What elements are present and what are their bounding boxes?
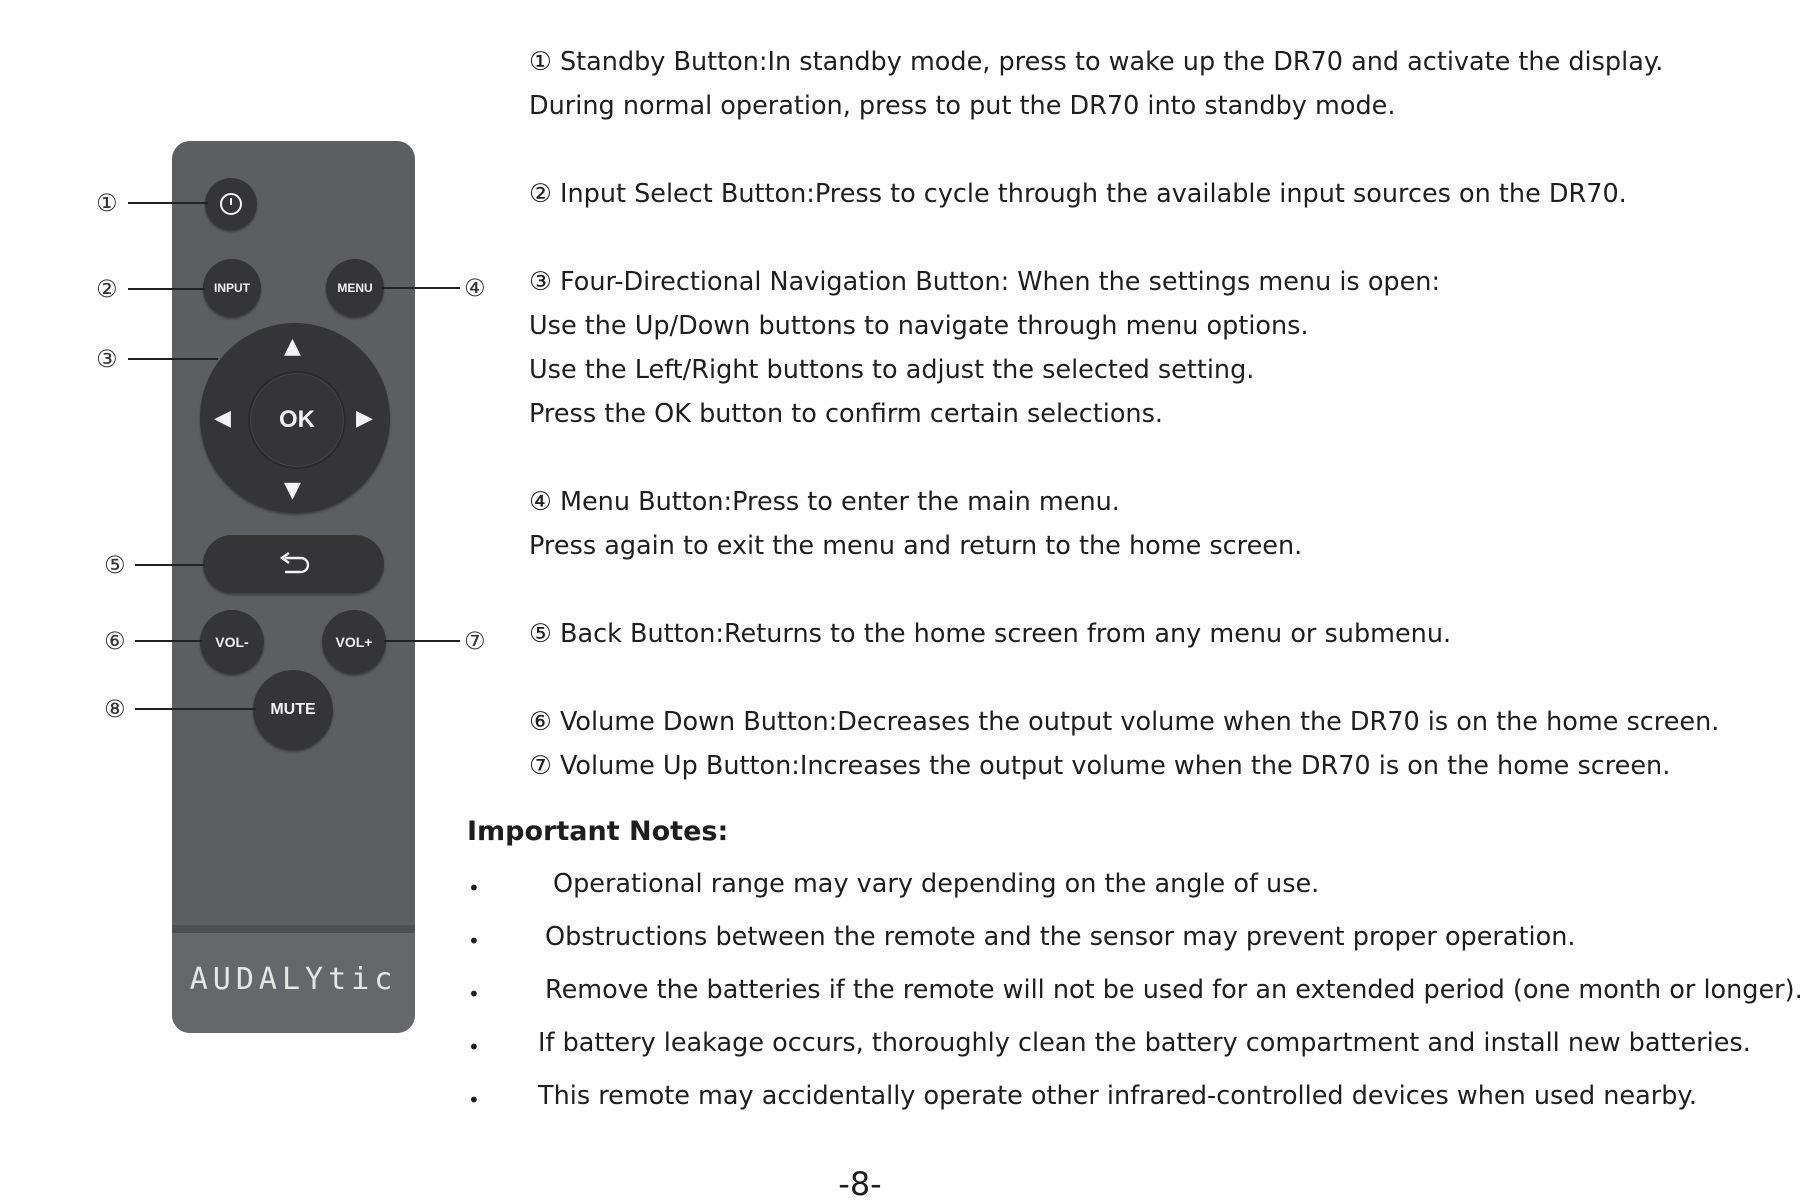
bullet-icon: • [468, 1035, 480, 1059]
ok-button: OK [248, 371, 346, 469]
description-standby [529, 40, 1663, 128]
standby-button [205, 178, 257, 230]
description-navigation [529, 260, 1440, 436]
callout-number-1: ① [96, 189, 118, 217]
callout-line-7 [384, 640, 460, 642]
description-menu [529, 480, 1302, 568]
description-back [529, 612, 1451, 656]
callout-number-6: ⑥ [104, 627, 126, 655]
bullet-icon: • [468, 929, 480, 953]
description-line: Use the Left/Right buttons to adjust the selected setting. [529, 355, 1255, 385]
callout-line-1 [128, 202, 208, 204]
description-line: ① Standby Button:In standby mode, press to wake up the DR70 and activate the display. [529, 47, 1664, 77]
page-number: -8- [838, 1165, 882, 1203]
description-line: ② Input Select Button:Press to cycle through the available input sources on the DR70. [529, 179, 1627, 209]
up-arrow-icon: ▲ [284, 334, 301, 359]
callout-line-5 [135, 564, 205, 566]
bullet-icon: • [468, 876, 480, 900]
vol-up-button: VOL+ [322, 610, 386, 674]
description-line: ③ Four-Directional Navigation Button: When the settings menu is open: [529, 267, 1441, 297]
description-input [529, 172, 1627, 216]
left-arrow-icon: ◀ [214, 406, 231, 431]
notes-heading: Important Notes: [467, 816, 729, 847]
vol-down-button: VOL- [200, 610, 264, 674]
callout-line-4 [382, 287, 460, 289]
remote-illustration [0, 0, 520, 1100]
brand-logo: AUDALYtic [189, 962, 398, 997]
note-item: Remove the batteries if the remote will not be used for an extended period (one month or longer). [545, 975, 1803, 1005]
description-line: ⑥ Volume Down Button:Decreases the output volume when the DR70 is on the home screen. [529, 707, 1720, 737]
callout-line-2 [128, 288, 205, 290]
description-line: ④ Menu Button:Press to enter the main menu. [529, 487, 1120, 517]
callout-line-8 [135, 708, 256, 710]
callout-number-7: ⑦ [464, 627, 486, 655]
callout-line-3 [128, 358, 218, 360]
down-arrow-icon: ▼ [284, 478, 301, 503]
note-item: If battery leakage occurs, thoroughly clean the battery compartment and install new batteries. [538, 1028, 1751, 1058]
callout-number-2: ② [96, 275, 118, 303]
description-volume [529, 700, 1719, 788]
callout-number-4: ④ [464, 274, 486, 302]
note-item: This remote may accidentally operate other infrared-controlled devices when used nearby. [538, 1081, 1697, 1111]
right-arrow-icon: ▶ [356, 406, 373, 431]
callout-number-8: ⑧ [104, 695, 126, 723]
note-item: Obstructions between the remote and the sensor may prevent proper operation. [545, 922, 1576, 952]
description-line: ⑦ Volume Up Button:Increases the output volume when the DR70 is on the home screen. [529, 751, 1671, 781]
bullet-icon: • [468, 982, 480, 1006]
mute-button: MUTE [253, 670, 333, 750]
bullet-icon: • [468, 1088, 480, 1112]
description-line: During normal operation, press to put the DR70 into standby mode. [529, 91, 1396, 121]
description-line: Press again to exit the menu and return to the home screen. [529, 531, 1303, 561]
callout-line-6 [135, 640, 202, 642]
note-item: Operational range may vary depending on the angle of use. [553, 869, 1320, 899]
description-line: ⑤ Back Button:Returns to the home screen from any menu or submenu. [529, 619, 1452, 649]
description-line: Use the Up/Down buttons to navigate through menu options. [529, 311, 1309, 341]
menu-button: MENU [326, 259, 384, 317]
description-line: Press the OK button to confirm certain selections. [529, 399, 1163, 429]
callout-number-3: ③ [96, 345, 118, 373]
callout-number-5: ⑤ [104, 551, 126, 579]
input-button: INPUT [203, 259, 261, 317]
back-icon [275, 551, 313, 577]
power-icon [218, 191, 244, 217]
back-button [203, 535, 384, 593]
